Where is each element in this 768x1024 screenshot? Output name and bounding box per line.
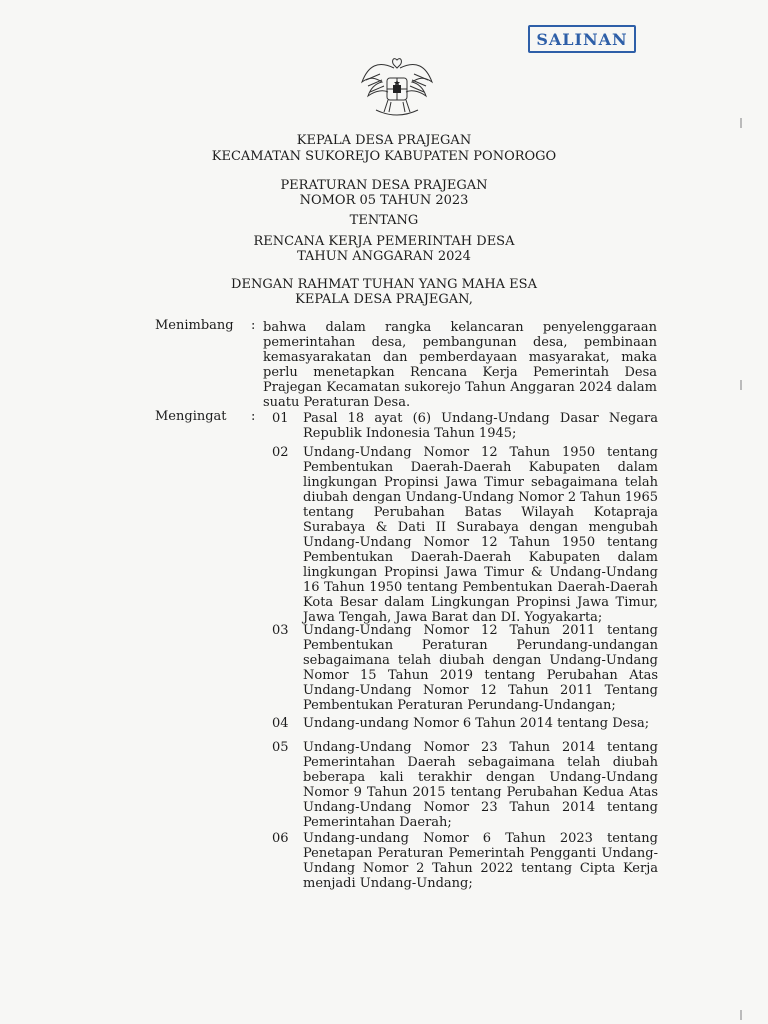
rahmat-line1: DENGAN RAHMAT TUHAN YANG MAHA ESA (231, 277, 537, 292)
mengingat-item-text: Undang-undang Nomor 6 Tahun 2014 tentang Desa; (303, 716, 650, 731)
title-line1: RENCANA KERJA PEMERINTAH DESA (253, 234, 515, 249)
mengingat-item-number: 01 (272, 411, 289, 426)
mengingat-item-text: Undang-Undang Nomor 12 Tahun 2011 tentang Pembentukan Peraturan Perundang-undangan sebagaimana telah diubah dengan Undang-Undang Nomor 15 Tahun 2019 tentang Perubahan Atas Undang-Undang Nomor 12 Tahun 2011 Tentang Pembentukan Peraturan Perundang-Undangan; (303, 623, 658, 713)
mengingat-item-number: 03 (272, 623, 289, 638)
mengingat-item-number: 06 (272, 831, 289, 846)
regulation-number: NOMOR 05 TAHUN 2023 (299, 193, 469, 208)
mengingat-item-number: 04 (272, 716, 289, 731)
title-line2: TAHUN ANGGARAN 2024 (297, 249, 471, 264)
menimbang-text: bahwa dalam rangka kelancaran penyelenggaraan pemerintahan desa, pembangunan desa, pembinaan kemasyarakatan dan pemberdayaan masyarakat, maka perlu menetapkan Rencana Kerja Pemerintah Desa Prajegan Kecamatan sukorejo Tahun Anggaran 2024 dalam suatu Peraturan Desa. (263, 320, 657, 410)
mengingat-item-number: 05 (272, 740, 289, 755)
mengingat-label: Mengingat (155, 409, 227, 424)
tentang-heading: TENTANG (349, 213, 419, 228)
garuda-emblem-icon (358, 52, 436, 122)
regulation-name: PERATURAN DESA PRAJEGAN (280, 178, 488, 193)
salinan-stamp: SALINAN (528, 25, 636, 53)
header-line2: KECAMATAN SUKOREJO KABUPATEN PONOROGO (211, 149, 557, 164)
rahmat-line2: KEPALA DESA PRAJEGAN, (295, 292, 473, 307)
scan-mark (740, 1010, 742, 1020)
scan-mark (740, 380, 742, 390)
mengingat-item-text: Undang-undang Nomor 6 Tahun 2023 tentang Penetapan Peraturan Pemerintah Pengganti Undang-Undang Nomor 2 Tahun 2022 tentang Cipta Kerja menjadi Undang-Undang; (303, 831, 658, 891)
mengingat-item-text: Undang-Undang Nomor 23 Tahun 2014 tentang Pemerintahan Daerah sebagaimana telah diubah beberapa kali terakhir dengan Undang-Undang Nomor 9 Tahun 2015 tentang Perubahan Kedua Atas Undang-Undang Nomor 23 Tahun 2014 tentang Pemerintahan Daerah; (303, 740, 658, 830)
mengingat-colon: : (251, 409, 256, 424)
mengingat-item-text: Undang-Undang Nomor 12 Tahun 1950 tentang Pembentukan Daerah-Daerah Kabupaten dalam lingkungan Propinsi Jawa Timur sebagaimana telah diubah dengan Undang-Undang Nomor 2 Tahun 1965 tentang Perubahan Batas Wilayah Kotapraja Surabaya & Dati II Surabaya dengan mengubah Undang-Undang Nomor 12 Tahun 1950 tentang Pembentukan Daerah-Daerah Kabupaten dalam lingkungan Propinsi Jawa Timur & Undang-Undang 16 Tahun 1950 tentang Pembentukan Daerah-Daerah Kota Besar dalam Lingkungan Propinsi Jawa Timur, Jawa Tengah, Jawa Barat dan DI. Yogyakarta; (303, 445, 658, 625)
menimbang-label: Menimbang (155, 318, 234, 333)
mengingat-item-text: Pasal 18 ayat (6) Undang-Undang Dasar Negara Republik Indonesia Tahun 1945; (303, 411, 658, 441)
header-line1: KEPALA DESA PRAJEGAN (296, 133, 472, 148)
scan-mark (740, 118, 742, 128)
mengingat-item-number: 02 (272, 445, 289, 460)
menimbang-colon: : (251, 318, 256, 333)
